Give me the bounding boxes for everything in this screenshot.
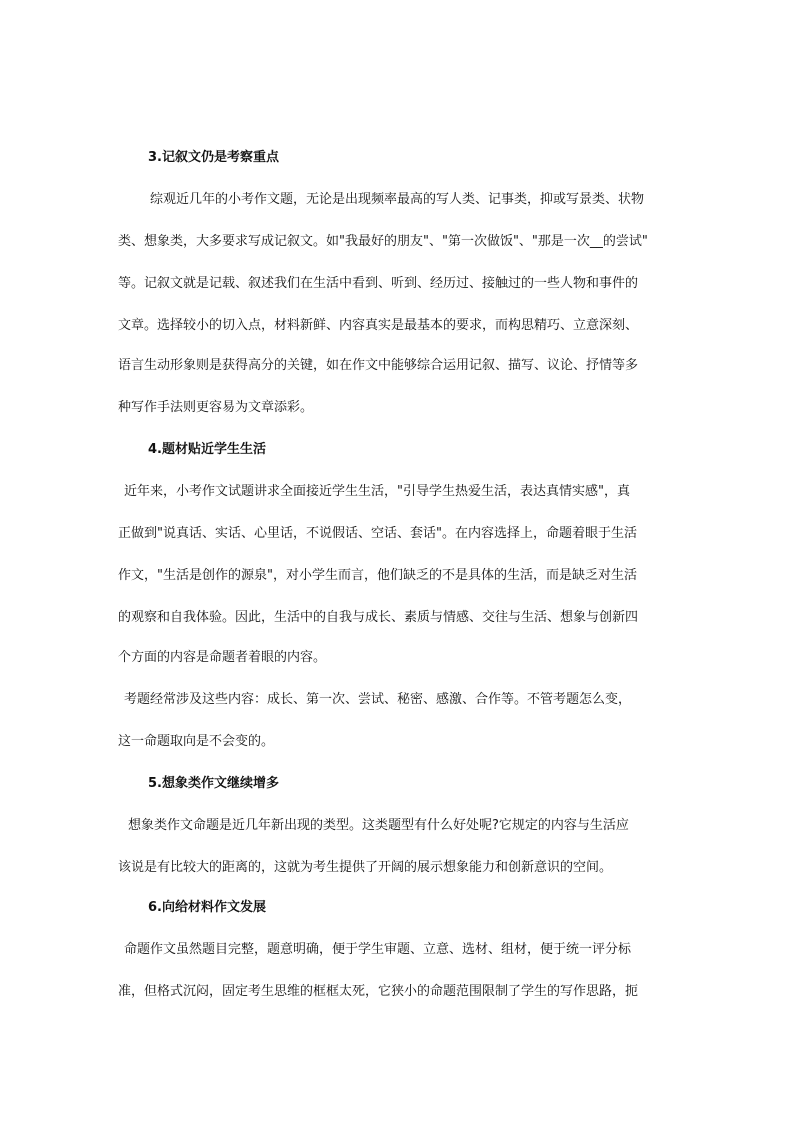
paragraph-line: 作文，"生活是创作的源泉"，对小学生而言，他们缺乏的不是具体的生活，而是缺乏对生活 [118, 568, 637, 583]
paragraph-line: 这一命题取向是不会变的。 [118, 734, 275, 749]
paragraph-line: 的观察和自我体验。因此，生活中的自我与成长、素质与情感、交往与生活、想象与创新四 [118, 610, 639, 625]
section-heading-6: 6.向给材料作文发展 [148, 900, 266, 915]
paragraph-line: 近年来，小考作文试题讲求全面接近学生生活，"引导学生热爱生活，表达真情实感"，真 [124, 484, 630, 499]
section-heading-5: 5.想象类作文继续增多 [148, 776, 279, 791]
paragraph-line: 综观近几年的小考作文题，无论是出现频率最高的写人类、记事类，抑或写景类、状物 [150, 192, 645, 207]
paragraph-line: 准，但格式沉闷，固定考生思维的框框太死，它狭小的命题范围限制了学生的写作思路，扼 [118, 984, 639, 999]
paragraph-line: 命题作文虽然题目完整，题意明确，便于学生审题、立意、选材、组材，便于统一评分标 [124, 942, 632, 957]
section-heading-3: 3.记叙文仍是考察重点 [148, 150, 279, 165]
paragraph-line: 等。记叙文就是记载、叙述我们在生活中看到、听到、经历过、接触过的一些人物和事件的 [118, 276, 639, 291]
paragraph-line: 考题经常涉及这些内容：成长、第一次、尝试、秘密、感激、合作等。不管考题怎么变， [124, 692, 632, 707]
paragraph-line: 文章。选择较小的切入点，材料新鲜、内容真实是最基本的要求，而构思精巧、立意深刻、 [118, 318, 639, 333]
paragraph-line: 种写作手法则更容易为文章添彩。 [118, 400, 314, 415]
paragraph-line: 语言生动形象则是获得高分的关键，如在作文中能够综合运用记叙、描写、议论、抒情等多 [118, 358, 639, 373]
paragraph-line: 类、想象类，大多要求写成记叙文。如"我最好的朋友"、"第一次做饭"、"那是一次__的尝试" [118, 234, 648, 249]
paragraph-line: 想象类作文命题是近几年新出现的类型。这类题型有什么好处呢?它规定的内容与生活应 [128, 818, 629, 833]
paragraph-line: 个方面的内容是命题者着眼的内容。 [118, 650, 327, 665]
section-heading-4: 4.题材贴近学生生活 [148, 442, 266, 457]
paragraph-line: 该说是有比较大的距离的，这就为考生提供了开阔的展示想象能力和创新意识的空间。 [118, 860, 613, 875]
paragraph-line: 正做到"说真话、实话、心里话，不说假话、空话、套话"。在内容选择上，命题着眼于生活 [118, 526, 637, 541]
